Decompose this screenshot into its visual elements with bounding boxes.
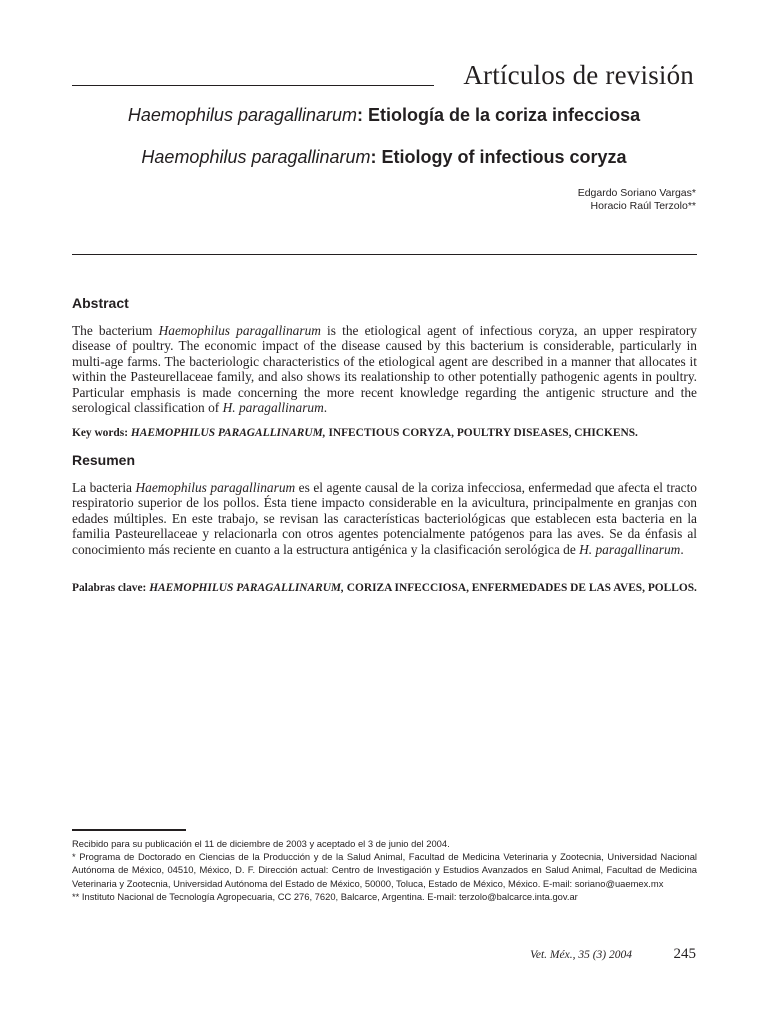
abstract-paragraph [72,323,697,415]
abstract-organism: Haemophilus paragallinarum [158,323,321,338]
title-english-organism: Haemophilus paragallinarum [141,147,371,167]
journal-citation: Vet. Méx., 35 (3) 2004 [530,949,632,961]
section-name: Artículos de revisión [463,60,694,90]
footnote-rule [72,829,186,831]
abstract-heading: Abstract [72,295,129,311]
title-spanish-organism: Haemophilus paragallinarum [127,105,358,125]
footnote-author-2: ** Instituto Nacional de Tecnología Agropecuaria, CC 276, 7620, Balcarce, Argentina. E-mail: terzolo@balcarce.inta.gov.ar [72,890,578,902]
resumen-organism-short: H. paragallinarum [579,541,681,557]
section-header [72,60,696,94]
keywords-english-label: Key words: [72,427,131,439]
resumen-heading: Resumen [72,452,136,468]
title-spanish-text: : Etiología de la coriza infecciosa [357,105,641,125]
author-2: Horacio Raúl Terzolo** [590,200,696,212]
abstract-text-end: . [323,400,328,416]
resumen-paragraph [72,480,697,557]
keywords-english [72,426,697,441]
footnotes [72,837,697,903]
title-divider [72,254,697,255]
page-number: 245 [673,946,696,962]
keywords-english-organism: HAEMOPHILUS PARAGALLINARUM, [130,427,326,439]
header-rule [72,85,434,86]
keywords-spanish-label: Palabras clave: [72,582,150,594]
keywords-spanish-terms: CORIZA INFECCIOSA, ENFERMEDADES DE LAS AVES, POLLOS. [343,582,697,594]
footnote-author-1: * Programa de Doctorado en Ciencias de la Producción y de la Salud Animal, Facultad de Medicina Veterinaria y Zootecnia, Universidad Nacional Autónoma de México, 04510, México, D. F. Dirección actual: Centro de Investigación y Estudios Avanzados en Salud Animal, Facultad de Medicina Veterinaria y Zootecnia, Universidad Autónoma del Estado de México, 50000, Toluca, Estado de México, México. E-mail: soriano@uaemex.mx [72,851,697,889]
resumen-text-1: La bacteria [72,480,136,495]
resumen-text-end: . [680,541,684,557]
author-1: Edgardo Soriano Vargas* [577,187,696,199]
resumen-organism: Haemophilus paragallinarum [135,480,296,495]
footnote-received: Recibido para su publicación el 11 de diciembre de 2003 y aceptado el 3 de junio del 2004. [72,838,450,849]
title-spanish [0,105,768,126]
title-english [0,147,768,168]
keywords-spanish-organism: HAEMOPHILUS PARAGALLINARUM, [149,582,344,594]
title-english-text: : Etiology of infectious coryza [370,147,627,167]
abstract-organism-short: H. paragallinarum [222,400,324,416]
author-list [578,187,696,213]
abstract-text-1: The bacterium [72,323,159,338]
keywords-spanish [72,581,697,596]
keywords-english-terms: INFECTIOUS CORYZA, POULTRY DISEASES, CHICKENS. [325,427,638,439]
abstract-text-2: is the etiological agent of infectious coryza, an upper respiratory disease of poultry. The economic impact of the disease caused by this bacterium is considerable, particularly in multi-age farms. The bacteriologic characteristics of the etiological agent are described in a manner that allocates it within the Pasteurellaceae family, and also shows its realationship to other potentially pathogenic agents in poultry. Particular emphasis is made concerning the more recent knowledge regarding the antigenic structure and the serological classification of [72,323,697,416]
resumen-text-2: es el agente causal de la coriza infecciosa, enfermedad que afecta el tracto respiratorio superior de los pollos. Ésta tiene impacto considerable en la avicultura, principalmente en granjas con edades múltiples. En este trabajo, se revisan las características bacteriológicas que establecen esta bacteria en la familia Pasteurellaceae y relacionarla con otros agentes potencialmente patógenos para las aves. Se da énfasis al conocimiento más reciente en cuanto a la estructura antigénica y la clasificación serológica de [72,480,697,557]
